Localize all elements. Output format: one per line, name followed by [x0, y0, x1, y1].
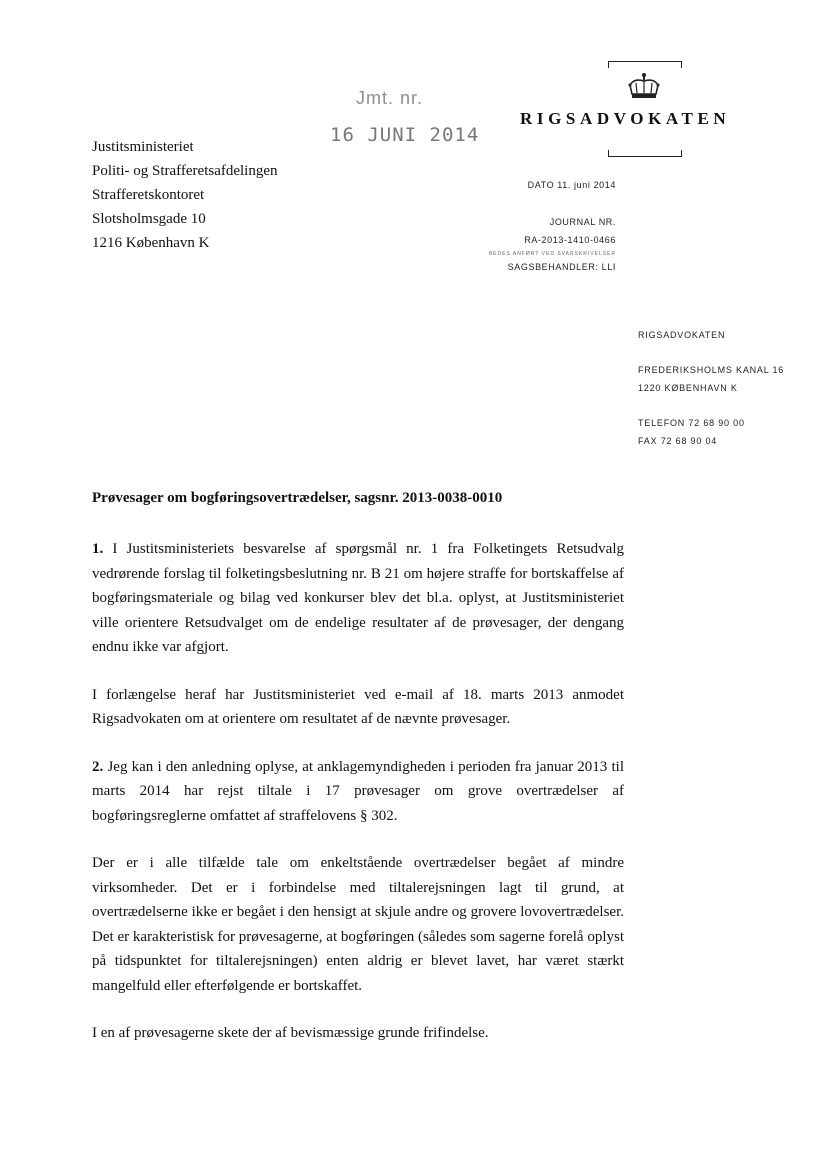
- paragraph-2: [92, 683, 624, 732]
- sender-street: FREDERIKSHOLMS KANAL 16: [638, 365, 785, 375]
- letter-meta: [489, 180, 616, 272]
- paragraph-text: Jeg kan i den anledning oplyse, at anklagemyndigheden i perioden fra januar 2013 til marts 2014 har rejst tiltale i 17 prøvesager om grove overtrædelser af bogføringsreglerne omfattet af straffelovens § 302.: [92, 758, 624, 824]
- sender-fax: FAX 72 68 90 04: [638, 436, 718, 446]
- section-number: 2.: [92, 758, 104, 775]
- sender-city: 1220 KØBENHAVN K: [638, 383, 738, 393]
- received-stamp-date: 16 JUNI 2014: [330, 124, 480, 146]
- paragraph-text: I forlængelse heraf har Justitsministeriet ved e-mail af 18. marts 2013 anmodet Rigsadvokaten om at orientere om resultatet af de nævnte prøvesager.: [92, 686, 624, 727]
- paragraph-text: Der er i alle tilfælde tale om enkeltstående overtrædelser begået af mindre virksomheder. Det er i forbindelse med tiltalerejsningen lagt til grund, at overtrædelserne ikke er begået i den hensigt at skjule andre og grovere lovovertrædelser. Det er karakteristisk for prøvesagerne, at bogføringen (således som sagerne forelå oplyst på tidspunktet for tiltalerejsningen) enten aldrig er blevet lavet, har været stærkt mangelfuld eller efterfølgende er bortskaffet.: [92, 855, 624, 994]
- logo-bracket-bottom: [608, 150, 682, 157]
- journal-label: JOURNAL NR.: [549, 217, 616, 227]
- paragraph-3: [92, 755, 624, 829]
- sender-phone: TELEFON 72 68 90 00: [638, 418, 745, 428]
- case-handler: SAGSBEHANDLER: LLI: [507, 262, 616, 272]
- paragraph-5: [92, 1021, 624, 1046]
- crown-icon: [624, 72, 664, 102]
- logo-bracket-top: [608, 61, 682, 68]
- letter-date: DATO 11. juni 2014: [527, 180, 616, 190]
- paragraph-1: [92, 537, 624, 660]
- journal-note: BEDES ANFØRT VED SVARSKRIVELSER: [488, 251, 616, 257]
- letter-body: [92, 537, 624, 1069]
- brand-name: RIGSADVOKATEN: [520, 109, 731, 128]
- recipient-line: Slotsholmsgade 10: [92, 211, 206, 227]
- sender-address: [638, 326, 784, 450]
- recipient-line: Justitsministeriet: [92, 139, 194, 155]
- paragraph-text: I Justitsministeriets besvarelse af spørgsmål nr. 1 fra Folketingets Retsudvalg vedrørende forslag til folketingsbeslutning nr. B 21 om højere straffe for bortskaffelse af bogføringsmateriale og bilag ved konkurser blev det bl.a. oplyst, at Justitsministeriet ville orientere Retsudvalget om de endelige resultater af de prøvesager, der dengang endnu ikke var afgjort.: [92, 541, 624, 655]
- received-stamp-journal: Jmt. nr.: [356, 88, 424, 108]
- journal-number: RA-2013-1410-0466: [524, 235, 616, 245]
- recipient-line: 1216 København K: [92, 235, 210, 251]
- paragraph-4: [92, 851, 624, 998]
- recipient-address: [92, 135, 278, 255]
- recipient-line: Politi- og Strafferetsafdelingen: [92, 163, 278, 179]
- paragraph-text: I en af prøvesagerne skete der af bevismæssige grunde frifindelse.: [92, 1025, 489, 1041]
- letter-subject: Prøvesager om bogføringsovertrædelser, sagsnr. 2013-0038-0010: [92, 490, 503, 506]
- section-number: 1.: [92, 541, 104, 557]
- recipient-line: Strafferetskontoret: [92, 187, 205, 203]
- sender-name: RIGSADVOKATEN: [638, 330, 726, 340]
